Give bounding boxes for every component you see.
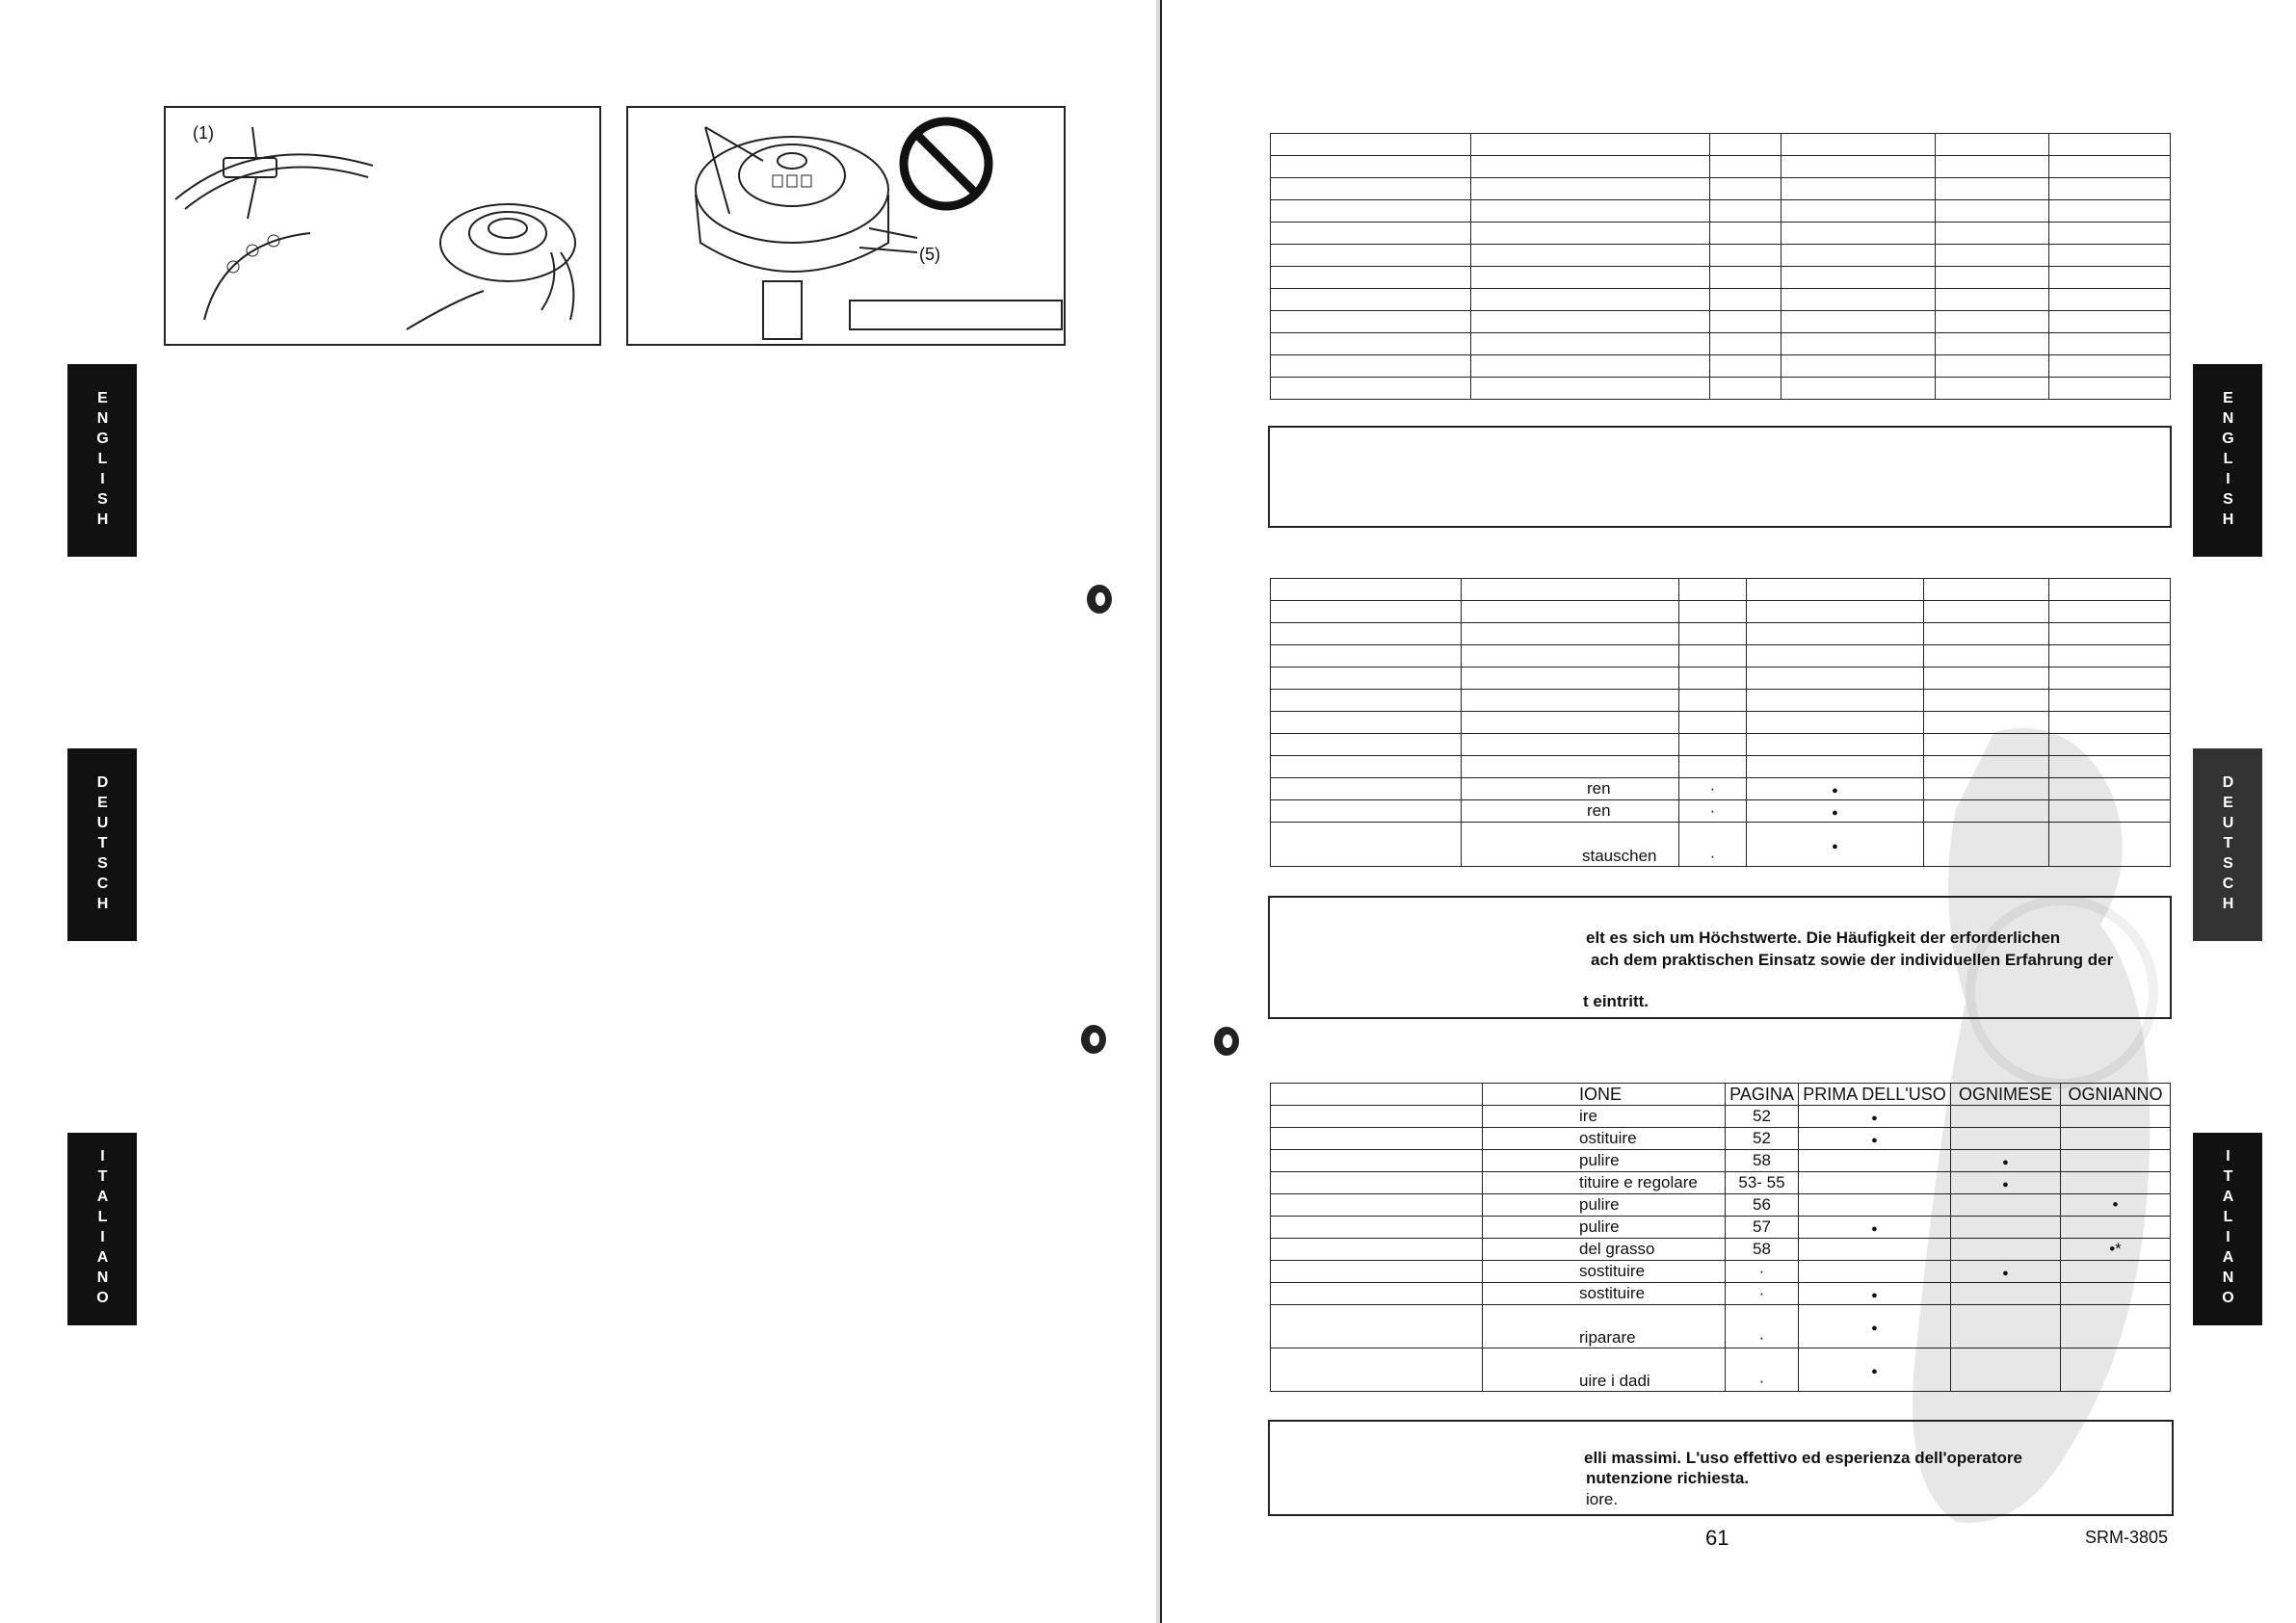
header-page: PAGINA	[1726, 1084, 1799, 1106]
table-row	[1271, 1194, 2171, 1217]
table-row	[1271, 378, 2171, 400]
italiano-monthly	[1951, 1217, 2061, 1239]
table-row	[1271, 156, 2171, 178]
italiano-page: ·	[1726, 1261, 1799, 1283]
italiano-before-use	[1799, 1239, 1951, 1261]
italiano-page: ·	[1726, 1348, 1799, 1392]
header-yearly: OGNIANNO	[2061, 1084, 2171, 1106]
header-before-use: PRIMA DELL'USO	[1799, 1084, 1951, 1106]
table-row	[1271, 1217, 2171, 1239]
italiano-action: sostituire	[1483, 1261, 1726, 1283]
table-row	[1271, 800, 2171, 823]
italiano-page: 52	[1726, 1106, 1799, 1128]
table-row	[1271, 1348, 2171, 1392]
italiano-before-use	[1799, 1261, 1951, 1283]
italiano-yearly	[2061, 1283, 2171, 1305]
italiano-monthly	[1951, 1261, 2061, 1283]
italiano-before-use	[1799, 1283, 1951, 1305]
italiano-action: sostituire	[1483, 1283, 1726, 1305]
table-row	[1271, 333, 2171, 355]
table-row	[1271, 223, 2171, 245]
figure-callout-1: (1)	[193, 123, 214, 143]
italiano-page: ·	[1726, 1305, 1799, 1348]
italiano-item	[1271, 1239, 1483, 1261]
italiano-before-use	[1799, 1217, 1951, 1239]
italiano-item	[1271, 1261, 1483, 1283]
italiano-page: 52	[1726, 1128, 1799, 1150]
header-action: IONE	[1483, 1084, 1726, 1106]
italiano-monthly	[1951, 1348, 2061, 1392]
deutsch-note-line-1: elt es sich um Höchstwerte. Die Häufigkeit der erforderlichen	[1586, 929, 2061, 947]
italiano-yearly	[2061, 1261, 2171, 1283]
italiano-note-line-3: iore.	[1586, 1490, 1619, 1508]
maintenance-table-deutsch	[1270, 578, 2171, 867]
table-row	[1271, 1239, 2171, 1261]
table-row	[1271, 823, 2171, 867]
italiano-item	[1271, 1128, 1483, 1150]
table-row	[1271, 668, 2171, 690]
deutsch-note-line-2: ach dem praktischen Einsatz sowie der individuellen Erfahrung der	[1591, 951, 2114, 969]
italiano-yearly	[2061, 1172, 2171, 1194]
italiano-yearly	[2061, 1106, 2171, 1128]
table-row	[1271, 756, 2171, 778]
deutsch-dot-2	[1747, 800, 1924, 823]
figure-line-cutter-head	[164, 106, 601, 346]
table-row	[1271, 601, 2171, 623]
table-row	[1271, 645, 2171, 668]
cutter-head-prohibited-illustration	[628, 108, 1064, 344]
note-box-english	[1268, 426, 2172, 528]
italiano-item	[1271, 1283, 1483, 1305]
table-row	[1271, 1305, 2171, 1348]
table-row	[1271, 623, 2171, 645]
deutsch-action-2: ren	[1462, 800, 1679, 823]
tab-deutsch-left: DEUTSCH	[67, 748, 137, 941]
model-number: SRM-3805	[2085, 1528, 2169, 1547]
table-row	[1271, 245, 2171, 267]
italiano-action: tituire e regolare	[1483, 1172, 1726, 1194]
cutter-head-illustration	[166, 108, 599, 344]
italiano-page: 58	[1726, 1150, 1799, 1172]
tab-english-left: ENGLISH	[67, 364, 137, 557]
italiano-item	[1271, 1194, 1483, 1217]
table-row	[1271, 579, 2171, 601]
italiano-action: del grasso	[1483, 1239, 1726, 1261]
table-row	[1271, 1128, 2171, 1150]
tab-english-right: ENGLISH	[2193, 364, 2262, 557]
binder-hole-icon	[1081, 1025, 1106, 1054]
italiano-before-use	[1799, 1194, 1951, 1217]
italiano-page: ·	[1726, 1283, 1799, 1305]
page-number: 61	[1705, 1526, 1729, 1550]
header-monthly: OGNIMESE	[1951, 1084, 2061, 1106]
italiano-item	[1271, 1106, 1483, 1128]
table-row	[1271, 200, 2171, 223]
italiano-page: 58	[1726, 1239, 1799, 1261]
italiano-item	[1271, 1172, 1483, 1194]
italiano-page: 57	[1726, 1217, 1799, 1239]
binder-hole-icon	[1214, 1027, 1239, 1056]
italiano-yearly	[2061, 1305, 2171, 1348]
table-row	[1271, 1172, 2171, 1194]
italiano-page: 56	[1726, 1194, 1799, 1217]
italiano-action: pulire	[1483, 1194, 1726, 1217]
italiano-before-use	[1799, 1172, 1951, 1194]
italiano-monthly	[1951, 1283, 2061, 1305]
deutsch-page-2: ·	[1679, 800, 1747, 823]
figure-callout-5: (5)	[919, 245, 940, 264]
italiano-yearly: •*	[2061, 1239, 2171, 1261]
italiano-monthly	[1951, 1194, 2061, 1217]
table-header-row	[1271, 1084, 2171, 1106]
maintenance-table-english	[1270, 133, 2171, 400]
deutsch-action-3: stauschen	[1462, 823, 1679, 867]
italiano-action: uire i dadi	[1483, 1348, 1726, 1392]
table-row	[1271, 178, 2171, 200]
italiano-monthly	[1951, 1239, 2061, 1261]
table-row	[1271, 311, 2171, 333]
italiano-before-use	[1799, 1150, 1951, 1172]
table-row	[1271, 267, 2171, 289]
italiano-monthly	[1951, 1150, 2061, 1172]
italiano-action: ostituire	[1483, 1128, 1726, 1150]
table-row	[1271, 355, 2171, 378]
italiano-item	[1271, 1217, 1483, 1239]
italiano-monthly	[1951, 1172, 2061, 1194]
italiano-action: pulire	[1483, 1150, 1726, 1172]
table-row	[1271, 1106, 2171, 1128]
italiano-item	[1271, 1348, 1483, 1392]
italiano-action: ire	[1483, 1106, 1726, 1128]
italiano-page: 53- 55	[1726, 1172, 1799, 1194]
italiano-before-use	[1799, 1106, 1951, 1128]
figure-cutter-head-prohibited	[626, 106, 1066, 346]
italiano-before-use	[1799, 1305, 1951, 1348]
deutsch-page-1: ·	[1679, 778, 1747, 800]
table-row	[1271, 778, 2171, 800]
italiano-note-line-1: elli massimi. L'uso effettivo ed esperienza dell'operatore	[1584, 1449, 2022, 1467]
tab-deutsch-right: DEUTSCH	[2193, 748, 2262, 941]
italiano-action: riparare	[1483, 1305, 1726, 1348]
italiano-action: pulire	[1483, 1217, 1726, 1239]
italiano-yearly: •	[2061, 1194, 2171, 1217]
table-row	[1271, 1261, 2171, 1283]
table-row	[1271, 289, 2171, 311]
italiano-monthly	[1951, 1128, 2061, 1150]
deutsch-dot-1	[1747, 778, 1924, 800]
italiano-monthly	[1951, 1106, 2061, 1128]
table-row	[1271, 1150, 2171, 1172]
italiano-note-line-2: nutenzione richiesta.	[1586, 1469, 1750, 1487]
italiano-yearly	[2061, 1128, 2171, 1150]
tab-italiano-left: ITALIANO	[67, 1133, 137, 1325]
italiano-before-use	[1799, 1128, 1951, 1150]
italiano-monthly	[1951, 1305, 2061, 1348]
table-row	[1271, 690, 2171, 712]
note-box-italiano	[1268, 1420, 2174, 1516]
maintenance-table-italiano	[1270, 1083, 2171, 1392]
table-row	[1271, 734, 2171, 756]
table-row	[1271, 712, 2171, 734]
italiano-yearly	[2061, 1348, 2171, 1392]
binder-hole-icon	[1087, 585, 1112, 614]
table-row	[1271, 134, 2171, 156]
italiano-item	[1271, 1150, 1483, 1172]
table-row	[1271, 1283, 2171, 1305]
deutsch-action-1: ren	[1462, 778, 1679, 800]
deutsch-dot-3	[1747, 823, 1924, 867]
italiano-before-use	[1799, 1348, 1951, 1392]
deutsch-page-3: ·	[1679, 823, 1747, 867]
tab-italiano-right: ITALIANO	[2193, 1133, 2262, 1325]
italiano-yearly	[2061, 1217, 2171, 1239]
italiano-yearly	[2061, 1150, 2171, 1172]
deutsch-note-line-3: t eintritt.	[1583, 992, 1649, 1010]
italiano-item	[1271, 1305, 1483, 1348]
